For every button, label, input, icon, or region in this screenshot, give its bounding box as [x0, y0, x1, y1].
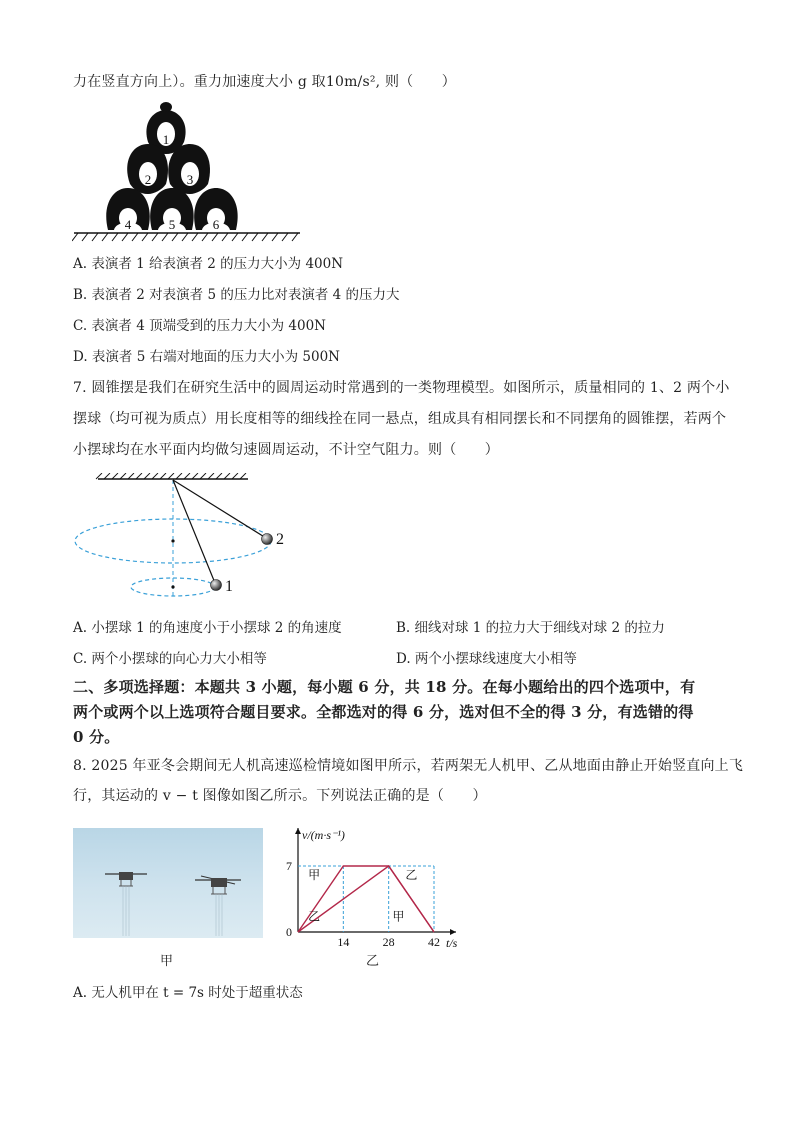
performer-label-3: 3: [186, 172, 194, 187]
q7-option-b: B. 细线对球 1 的拉力大于细线对球 2 的拉力: [396, 620, 665, 636]
series-label: 甲: [308, 868, 321, 883]
y-axis-label: v/(m·s⁻¹): [302, 828, 345, 842]
question-6-stem-tail: 力在竖直方向上）。重力加速度大小 g 取10m/s², 则（ ）: [73, 74, 456, 90]
q8-stem-line2: 行，其运动的 v − t 图像如图乙所示。下列说法正确的是（ ）: [73, 788, 487, 804]
performer-label-6: 6: [212, 217, 220, 232]
x-axis-arrow: [450, 929, 456, 935]
x-tick-label: 14: [337, 935, 350, 949]
performer-label-4: 4: [124, 217, 132, 232]
q7-option-a: A. 小摆球 1 的角速度小于小摆球 2 的角速度: [73, 620, 342, 636]
q6-option-c: C. 表演者 4 顶端受到的压力大小为 400N: [73, 318, 326, 334]
section2-line2: 两个或两个以上选项符合题目要求。全都选对的得 6 分，选对但不全的得 3 分，有选错的得: [73, 703, 694, 721]
performer-label-2: 2: [144, 172, 152, 187]
drone-right-icon: [195, 876, 241, 936]
series-label: 乙: [405, 868, 418, 883]
q6-option-d: D. 表演者 5 右端对地面的压力大小为 500N: [73, 349, 340, 365]
q8-stem-line1: 8. 2025 年亚冬会期间无人机高速巡检情境如图甲所示，若两架无人机甲、乙从地面由静止开始竖直向上飞: [73, 758, 744, 774]
x-tick-label: 28: [382, 935, 395, 949]
q6-option-a: A. 表演者 1 给表演者 2 的压力大小为 400N: [73, 256, 344, 272]
vt-graph: [276, 822, 476, 952]
photo-caption: 甲: [160, 954, 174, 969]
q6-option-b: B. 表演者 2 对表演者 5 的压力比对表演者 4 的压力大: [73, 287, 400, 303]
section2-line3: 0 分。: [73, 728, 120, 746]
series-label: 甲: [392, 909, 405, 924]
q7-stem-line2: 摆球（均可视为质点）用长度相等的细线拴在同一悬点，组成具有相同摆长和不同摆角的圆锥摆，若两个: [73, 411, 727, 427]
drone-left-icon: [105, 872, 147, 936]
q7-option-d: D. 两个小摆球线速度大小相等: [396, 651, 577, 667]
origin-label: 0: [286, 925, 292, 939]
q7-option-c: C. 两个小摆球的向心力大小相等: [73, 651, 267, 667]
q7-stem-line3: 小摆球均在水平面内均做匀速圆周运动，不计空气阻力。则（ ）: [73, 442, 499, 458]
performer-label-5: 5: [168, 217, 176, 232]
performer-pyramid-figure: [72, 102, 304, 242]
performer-label-1: 1: [162, 132, 170, 147]
q7-stem-line1: 7. 圆锥摆是我们在研究生活中的圆周运动时常遇到的一类物理模型。如图所示，质量相同的 1、2 两个小: [73, 380, 730, 396]
conical-pendulum-figure: [72, 473, 302, 605]
y-tick-label: 7: [286, 859, 292, 873]
q8-option-a: A. 无人机甲在 t = 7s 时处于超重状态: [73, 985, 303, 1001]
series-label: 乙: [308, 909, 321, 924]
ball-label-2: 2: [276, 531, 284, 548]
ball-label-1: 1: [225, 578, 233, 595]
drone-photo: [73, 828, 263, 938]
y-axis-arrow: [295, 828, 301, 834]
graph-caption: 乙: [366, 954, 380, 969]
x-tick-label: 42: [428, 935, 440, 949]
x-axis-label: t/s: [446, 936, 458, 950]
section2-line1: 二、多项选择题：本题共 3 小题，每小题 6 分，共 18 分。在每小题给出的四个选项中，有: [73, 678, 696, 696]
